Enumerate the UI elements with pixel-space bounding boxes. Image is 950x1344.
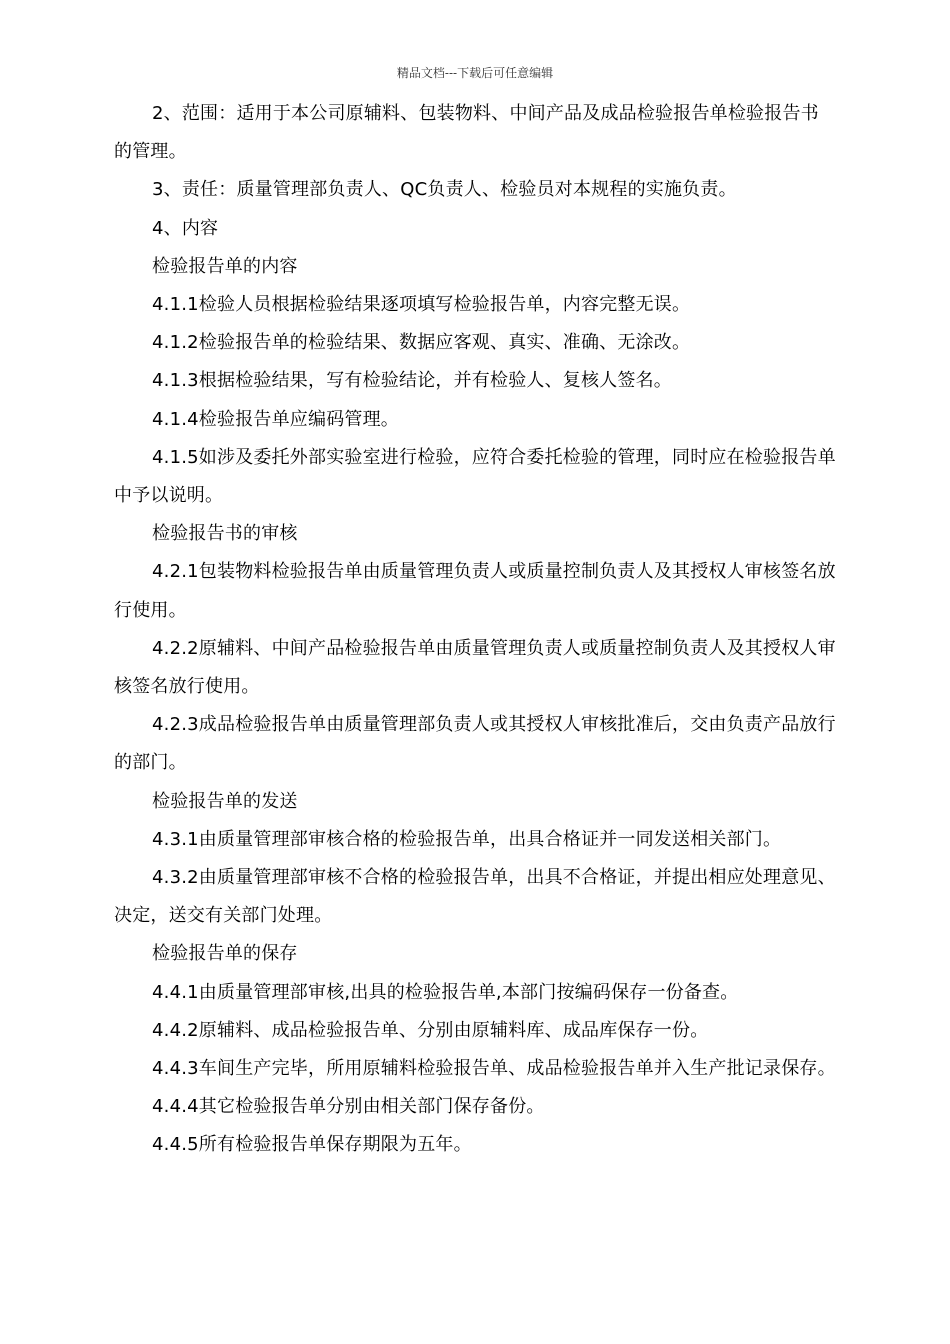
document-body <box>114 95 836 1165</box>
paragraph-scope: 2、范围：适用于本公司原辅料、包装物料、中间产品及成品检验报告单检验报告书的管理。 <box>114 103 819 163</box>
paragraph-4-2-1: 4.2.1包装物料检验报告单由质量管理负责人或质量控制负责人及其授权人审核签名放行使用。 <box>114 561 836 621</box>
paragraph-4-4-1: 4.4.1由质量管理部审核,出具的检验报告单,本部门按编码保存一份备查。 <box>152 981 739 1003</box>
paragraph-4-3-1: 4.3.1由质量管理部审核合格的检验报告单，出具合格证并一同发送相关部门。 <box>152 828 782 850</box>
paragraph-4-1-1: 4.1.1检验人员根据检验结果逐项填写检验报告单，内容完整无误。 <box>152 294 691 316</box>
section-heading-storage: 检验报告单的保存 <box>152 943 298 965</box>
paragraph-4-4-5: 4.4.5所有检验报告单保存期限为五年。 <box>152 1134 472 1156</box>
paragraph-4-1-2: 4.1.2检验报告单的检验结果、数据应客观、真实、准确、无涂改。 <box>152 332 691 354</box>
paragraph-4-1-4: 4.1.4检验报告单应编码管理。 <box>152 408 399 430</box>
page-header: 精品文档---下载后可任意编辑 <box>396 66 554 80</box>
paragraph-4-2-3: 4.2.3成品检验报告单由质量管理部负责人或其授权人审核批准后，交由负责产品放行的部门。 <box>114 714 836 774</box>
paragraph-responsibility: 3、责任：质量管理部负责人、QC负责人、检验员对本规程的实施负责。 <box>152 179 737 201</box>
paragraph-4-1-3: 4.1.3根据检验结果，写有检验结论，并有检验人、复核人签名。 <box>152 370 672 392</box>
paragraph-4-1-5: 4.1.5如涉及委托外部实验室进行检验，应符合委托检验的管理，同时应在检验报告单中予以说明。 <box>114 446 836 507</box>
section-heading-review: 检验报告书的审核 <box>152 523 298 545</box>
paragraph-4-4-2: 4.4.2原辅料、成品检验报告单、分别由原辅料库、成品库保存一份。 <box>152 1019 709 1041</box>
section-heading-report-content: 检验报告单的内容 <box>152 255 298 277</box>
paragraph-content-heading: 4、内容 <box>152 217 219 239</box>
paragraph-4-2-2: 4.2.2原辅料、中间产品检验报告单由质量管理负责人或质量控制负责人及其授权人审核签名放行使用。 <box>114 637 836 698</box>
paragraph-4-3-2: 4.3.2由质量管理部审核不合格的检验报告单，出具不合格证，并提出相应处理意见、决定，送交有关部门处理。 <box>114 867 836 927</box>
section-heading-sending: 检验报告单的发送 <box>152 790 298 812</box>
paragraph-4-4-3: 4.4.3车间生产完毕，所用原辅料检验报告单、成品检验报告单并入生产批记录保存。 <box>152 1058 836 1080</box>
paragraph-4-4-4: 4.4.4其它检验报告单分别由相关部门保存备份。 <box>152 1096 545 1118</box>
